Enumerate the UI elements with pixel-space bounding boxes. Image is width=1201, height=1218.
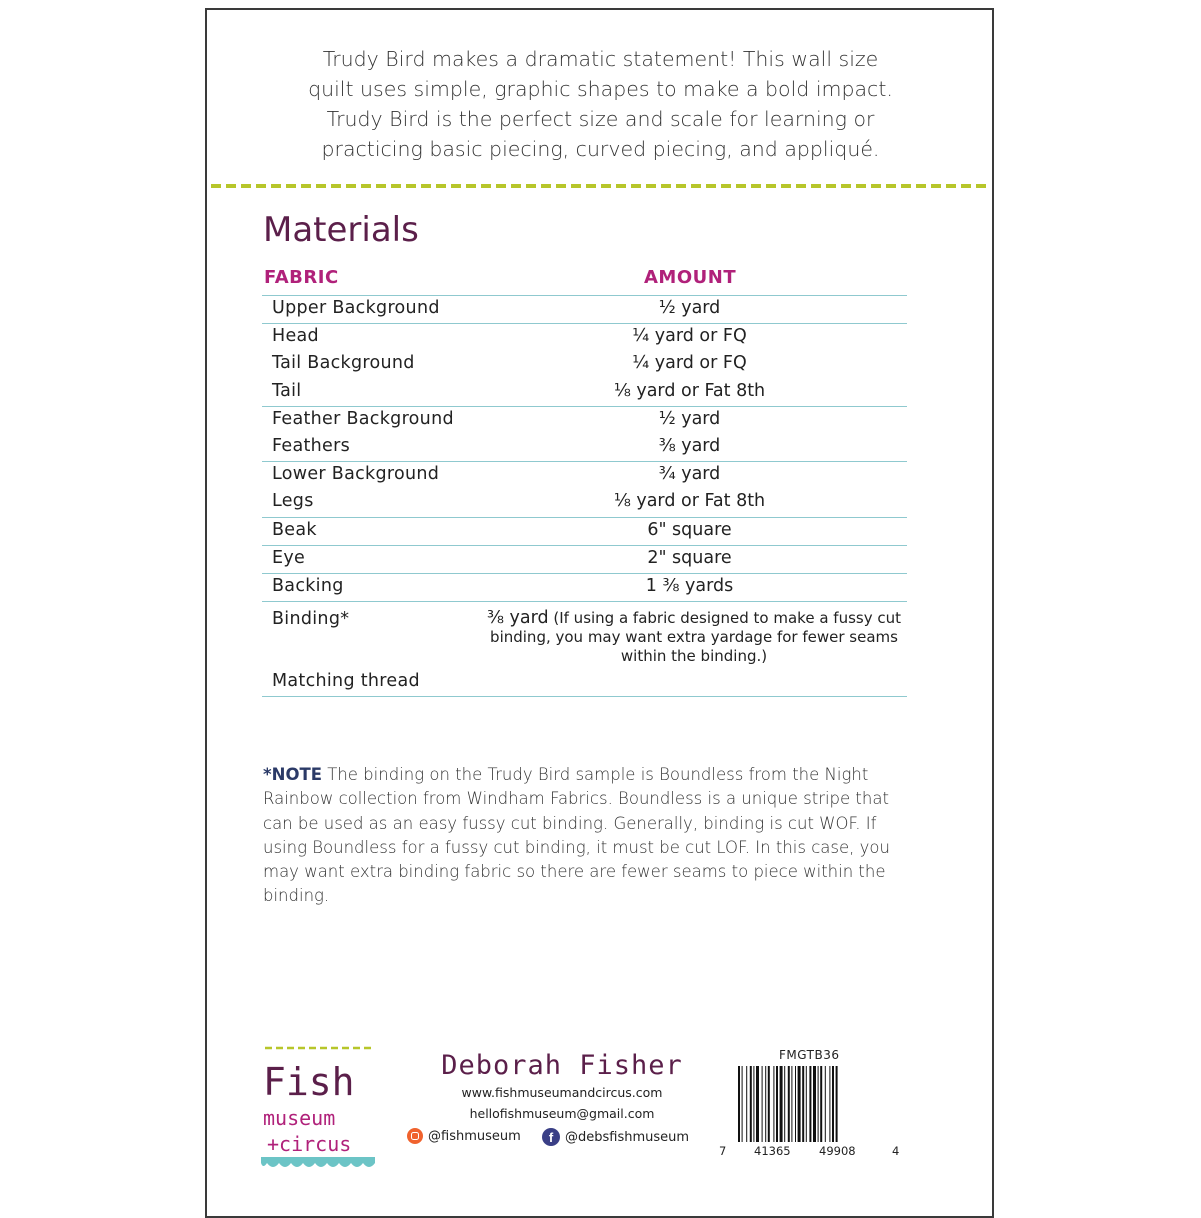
table-row [262, 574, 907, 602]
table-row [262, 296, 907, 324]
barcode-bar [742, 1066, 743, 1142]
table-row [262, 662, 907, 697]
barcode [737, 1066, 885, 1142]
fabric-name: Matching thread [272, 671, 420, 692]
binding-note: (If using a fabric designed to make a fussy cut [548, 609, 901, 628]
fabric-amount: 1 ⅜ yards [645, 575, 734, 596]
instagram-icon [407, 1128, 423, 1144]
facebook-icon: f [542, 1128, 560, 1146]
barcode-bar [798, 1066, 801, 1142]
materials-table [262, 267, 907, 697]
barcode-bar [788, 1066, 790, 1142]
fabric-name: Lower Background [272, 464, 440, 485]
fabric-amount: ⅛ yard or Fat 8th [613, 491, 766, 512]
intro-line: Trudy Bird is the perfect size and scale for learning or [326, 107, 875, 131]
logo-scalloped-border [261, 1157, 375, 1167]
dashed-divider [211, 184, 988, 188]
logo-text-circus: +circus [267, 1132, 352, 1156]
table-row [262, 489, 907, 517]
fabric-name: Head [272, 326, 319, 347]
binding-note: within the binding.) [620, 647, 768, 666]
table-row [262, 518, 907, 546]
fabric-amount: ¼ yard or FQ [632, 353, 747, 374]
fabric-name: Upper Background [272, 298, 440, 318]
intro-line: Trudy Bird makes a dramatic statement! This wall size [322, 47, 879, 71]
fabric-name: Legs [272, 491, 314, 512]
fabric-name: Feathers [272, 435, 351, 456]
barcode-group-1: 41365 [754, 1144, 791, 1158]
table-row [262, 462, 907, 489]
barcode-bar [802, 1066, 804, 1142]
intro-line: quilt uses simple, graphic shapes to make a bold impact. [308, 77, 893, 101]
table-row [262, 434, 907, 462]
binding-amount-value: ⅜ yard [486, 608, 549, 629]
barcode-bar [746, 1066, 747, 1142]
barcode-bar [773, 1066, 774, 1142]
barcode-group-2: 49908 [819, 1144, 856, 1158]
note-label: *NOTE [263, 765, 322, 784]
logo-text-museum: museum [263, 1106, 336, 1130]
fabric-name: Beak [272, 519, 317, 540]
fabric-amount: ⅜ yard [658, 435, 721, 456]
table-row [262, 407, 907, 434]
binding-note-paragraph [263, 763, 911, 909]
binding-amount-line [484, 609, 904, 628]
facebook-text: @debsfishmuseum [565, 1129, 690, 1145]
fabric-amount: ¼ yard or FQ [632, 326, 747, 347]
contact-block [432, 1050, 692, 1121]
barcode-bar [820, 1066, 822, 1142]
table-row [262, 324, 907, 351]
note-text: The binding on the Trudy Bird sample is Boundless from the Night Rainbow collection from Windham Fabrics. Boundless is a unique stripe that can be used as an easy fussy cut binding. Generally, binding is cut WOF. If using Boundless for a fussy cut binding, it must be cut LOF. In this case, you may want extra binding fabric so there are fewer seams to piece within the binding. [263, 765, 890, 906]
amount-column-header: AMOUNT [644, 267, 737, 288]
fabric-name: Feather Background [272, 408, 454, 429]
barcode-bar [776, 1066, 778, 1142]
table-row [262, 351, 907, 378]
barcode-bar [818, 1066, 819, 1142]
fabric-amount: ½ yard [658, 298, 721, 318]
table-row-binding [262, 602, 907, 666]
barcode-bar [809, 1066, 811, 1142]
barcode-bar [813, 1066, 816, 1142]
instagram-text: @fishmuseum [428, 1128, 521, 1144]
fabric-amount: 2" square [647, 547, 732, 568]
barcode-bar [836, 1066, 838, 1142]
barcode-bar [756, 1066, 759, 1142]
fabric-amount: ¾ yard [658, 464, 721, 485]
barcode-bar [762, 1066, 763, 1142]
barcode-bar [832, 1066, 834, 1142]
barcode-bar [753, 1066, 754, 1142]
website-link[interactable]: www.fishmuseumandcircus.com [461, 1085, 663, 1100]
barcode-bar [795, 1066, 796, 1142]
barcode-bar [765, 1066, 766, 1142]
fabric-name: Tail [272, 380, 302, 401]
materials-heading: Materials [263, 210, 419, 250]
barcode-bar [780, 1066, 783, 1142]
facebook-handle[interactable] [542, 1128, 689, 1146]
email-link[interactable]: hellofishmuseum@gmail.com [469, 1106, 655, 1121]
fish-museum-circus-logo [257, 1045, 379, 1173]
barcode-bar [784, 1066, 785, 1142]
product-code: FMGTB36 [779, 1048, 840, 1062]
fabric-amount: ½ yard [658, 408, 721, 429]
barcode-bar [806, 1066, 807, 1142]
table-header [262, 267, 907, 296]
fabric-name: Tail Background [272, 353, 415, 374]
logo-text-fish: Fish [263, 1060, 355, 1104]
designer-name: Deborah Fisher [441, 1050, 683, 1081]
fabric-name: Binding* [272, 609, 350, 630]
barcode-bar [768, 1066, 770, 1142]
barcode-bar [829, 1066, 830, 1142]
pattern-back-cover [205, 8, 994, 1218]
instagram-handle[interactable] [407, 1128, 521, 1144]
barcode-right-digit: 4 [892, 1144, 900, 1158]
fabric-name: Eye [272, 547, 306, 568]
fabric-amount: ⅛ yard or Fat 8th [613, 380, 766, 401]
barcode-left-digit: 7 [719, 1144, 727, 1158]
barcode-bar [825, 1066, 826, 1142]
binding-amount [484, 609, 904, 666]
table-row [262, 546, 907, 574]
intro-paragraph [267, 44, 934, 164]
fabric-amount: 6" square [647, 519, 732, 540]
fabric-name: Backing [272, 575, 344, 596]
barcode-bar [750, 1066, 752, 1142]
binding-note: binding, you may want extra yardage for fewer seams [490, 628, 898, 647]
fabric-column-header: FABRIC [264, 267, 339, 288]
barcode-bar [738, 1066, 740, 1142]
barcode-bar [791, 1066, 792, 1142]
table-row [262, 379, 907, 407]
intro-line: practicing basic piecing, curved piecing, and appliqué. [321, 137, 880, 161]
